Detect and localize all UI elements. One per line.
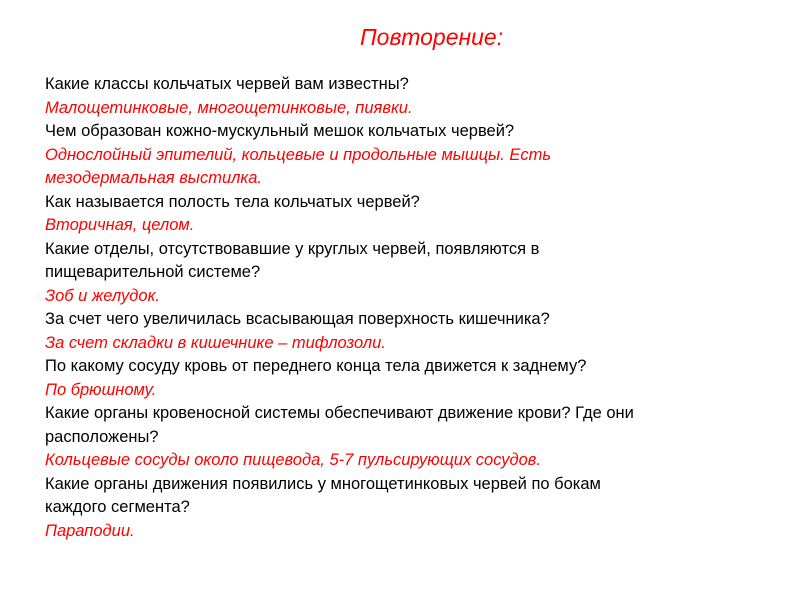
question-text	[45, 120, 775, 144]
question-line: Какие отделы, отсутствовавшие у круглых червей, появляются в	[45, 239, 540, 258]
qa-list	[45, 73, 775, 543]
question-line: пищеварительной системе?	[45, 263, 261, 281]
answer-text	[45, 520, 775, 544]
answer-line: Однослойный эпителий, кольцевые и продольные мышцы. Есть	[45, 145, 552, 164]
answer-line: За счет складки в кишечнике – тифлозоли.	[45, 333, 386, 352]
question-line: Какие органы кровеносной системы обеспечивают движение крови? Где они	[45, 404, 634, 422]
question-text	[45, 355, 775, 379]
question-text	[45, 402, 775, 449]
answer-text	[45, 144, 775, 191]
answer-line: Зоб и желудок.	[45, 286, 160, 305]
question-line: Какие органы движения появились у многощетинковых червей по бокам	[45, 474, 601, 493]
question-line: Чем образован кожно-мускульный мешок кольчатых червей?	[45, 122, 515, 140]
answer-line: Кольцевые сосуды около пищевода, 5-7 пульсирующих сосудов.	[45, 451, 542, 469]
answer-text	[45, 214, 775, 238]
answer-text	[45, 379, 775, 403]
question-line: По какому сосуду кровь от переднего конца тела движется к заднему?	[45, 357, 587, 375]
question-line: За счет чего увеличилась всасывающая поверхность кишечника?	[45, 310, 550, 328]
question-line: каждого сегмента?	[45, 498, 190, 516]
question-line: Как называется полость тела кольчатых червей?	[45, 192, 420, 211]
answer-line: Параподии.	[45, 521, 135, 540]
question-text	[45, 73, 775, 97]
answer-text	[45, 285, 775, 309]
question-text	[45, 308, 775, 332]
question-line: Какие классы кольчатых червей вам известны?	[45, 75, 409, 93]
question-text	[45, 473, 775, 520]
answer-line: Малощетинковые, многощетинковые, пиявки.	[45, 98, 413, 117]
question-line: расположены?	[45, 427, 159, 446]
question-text	[45, 191, 775, 215]
answer-text	[45, 449, 775, 473]
question-text	[45, 238, 775, 285]
answer-line: Вторичная, целом.	[45, 216, 195, 234]
slide-title: Повторение:	[360, 24, 504, 50]
answer-line: мезодермальная выстилка.	[45, 169, 262, 187]
answer-text	[45, 332, 775, 356]
answer-line: По брюшному.	[45, 380, 157, 399]
answer-text	[45, 97, 775, 121]
